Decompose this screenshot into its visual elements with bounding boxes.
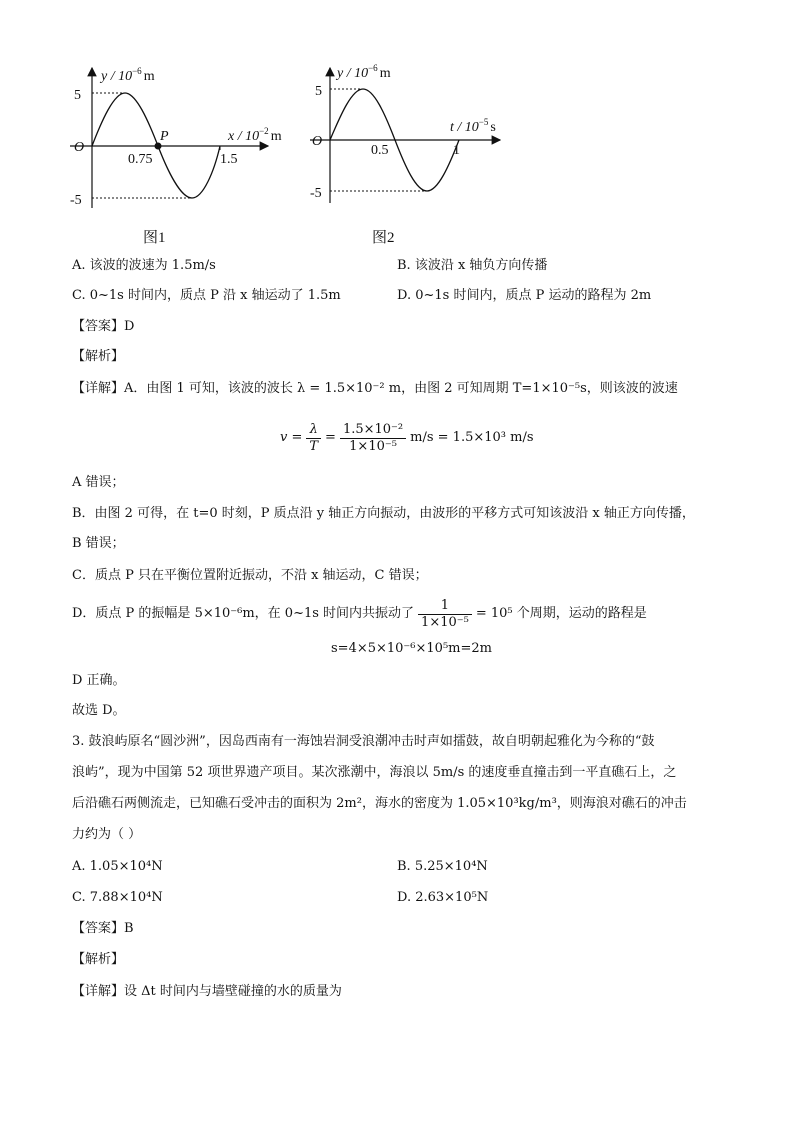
eq-frac1-den: T: [309, 438, 319, 454]
eq-lhs: v =: [280, 430, 303, 445]
q2-option-a[interactable]: A. 该波的波速为 1.5m/s: [72, 258, 216, 273]
fig2-y-label: y / $10^{-6}$ m: [337, 63, 391, 81]
eq-fraction-lambda-over-t: [306, 422, 321, 455]
q3-detail: 【详解】设 Δt 时间内与墙壁碰撞的水的质量为: [72, 984, 342, 999]
fig1-tick-x2: 1.5: [220, 152, 238, 167]
q2-detail-b-line1: B．由图 2 可得，在 t=0 时刻，P 质点沿 y 轴正方向振动，由波形的平移方式可知该波沿 x 轴正方向传播，: [72, 506, 695, 521]
eq-frac2-num: 1.5×10⁻²: [340, 422, 406, 439]
velocity-equation: v = $\frac{\lambda}{T}$ = $\frac{\text{1.5×10⁻²}}{\text{1×10⁻⁵}}$ m/s = 1.5×10³ m/s: [280, 421, 534, 454]
q2-detail-d-fraction: [418, 598, 472, 631]
fig2-tick-x2: 1: [453, 143, 460, 158]
fig2-tick-x1: 0.5: [371, 143, 389, 158]
q2-detail-a: 【详解】A．由图 1 可知，该波的波长 λ = 1.5×10⁻² m，由图 2 可知周期 T=1×10⁻⁵s，则该波的波速: [72, 381, 678, 396]
q3-answer: 【答案】B: [72, 921, 134, 936]
fig1-tick-y-pos: 5: [74, 88, 81, 103]
q2-detail-d-pre: D．质点 P 的振幅是 5×10⁻⁶m，在 0~1s 时间内共振动了: [72, 606, 415, 621]
q3-analysis-heading: 【解析】: [72, 952, 125, 967]
fig2-caption: 图2: [372, 230, 395, 246]
q3-option-b[interactable]: B. 5.25×10⁴N: [397, 859, 488, 874]
q2-path-equation: s=4×5×10⁻⁶×10⁵m=2m: [331, 641, 492, 656]
fig1-x-label: x / $10^{-2}$ m: [228, 126, 282, 144]
fig1-origin: O: [74, 140, 85, 155]
figure-1: [60, 58, 300, 248]
fig1-y-label: y / $10^{-6}$ m: [101, 66, 155, 84]
fig2-x-label: t / $10^{-5}$ s: [450, 117, 496, 135]
fig1-caption: 图1: [143, 230, 166, 246]
q2-d-correct: D 正确。: [72, 673, 126, 688]
q2-a-wrong: A 错误；: [72, 475, 125, 490]
q3-stem-line2: 浪屿”，现为中国第 52 项世界遗产项目。某次涨潮中，海浪以 5m/s 的速度垂直撞击到一平直礁石上，之: [72, 765, 677, 780]
fig1-point-label: P: [160, 129, 169, 144]
eq-rhs: m/s = 1.5×10³ m/s: [410, 430, 534, 445]
q2-answer: 【答案】D: [72, 319, 135, 334]
fig1-tick-x1: 0.75: [128, 152, 153, 167]
fig2-tick-y-pos: 5: [315, 84, 322, 99]
figure-2-graph: [300, 58, 520, 248]
figure-1-graph: [60, 58, 300, 248]
eq-fraction-values: [340, 422, 406, 455]
q2-option-b[interactable]: B. 该波沿 x 轴负方向传播: [397, 258, 548, 273]
q3-stem-line4: 力约为（ ）: [72, 827, 142, 842]
q2-detail-c: C．质点 P 只在平衡位置附近振动，不沿 x 轴运动，C 错误；: [72, 568, 428, 583]
q3-option-c[interactable]: C. 7.88×10⁴N: [72, 890, 163, 905]
q3-stem-line3: 后沿礁石两侧流走，已知礁石受冲击的面积为 2m²，海水的密度为 1.05×10³kg/m³，则海浪对礁石的冲击: [72, 796, 687, 811]
fig1-tick-y-neg: -5: [70, 193, 82, 208]
q2-detail-d-post: = 10⁵ 个周期，运动的路程是: [475, 606, 647, 621]
q3-stem-line1: 3. 鼓浪屿原名“圆沙洲”，因岛西南有一海蚀岩洞受浪潮冲击时声如擂鼓，故自明朝起雅化为今称的“鼓: [72, 734, 655, 749]
q2-detail-b-line2: B 错误；: [72, 536, 125, 551]
q3-option-d[interactable]: D. 2.63×10⁵N: [397, 890, 489, 905]
eq-frac1-num: λ: [306, 422, 321, 439]
eq-frac2-den: 1×10⁻⁵: [349, 438, 397, 454]
q2-detail-d-frac-num: 1: [418, 598, 472, 615]
fig2-tick-y-neg: -5: [310, 186, 322, 201]
fig2-origin: O: [312, 134, 323, 149]
figure-2: [300, 58, 520, 248]
q3-option-a[interactable]: A. 1.05×10⁴N: [72, 859, 163, 874]
q2-option-c[interactable]: C. 0~1s 时间内，质点 P 沿 x 轴运动了 1.5m: [72, 288, 341, 303]
q2-choose: 故选 D。: [72, 703, 126, 718]
q2-option-d[interactable]: D. 0~1s 时间内，质点 P 运动的路程为 2m: [397, 288, 652, 303]
q2-detail-d-frac-den: 1×10⁻⁵: [421, 614, 469, 630]
q2-analysis-heading: 【解析】: [72, 349, 125, 364]
q2-detail-d: [72, 594, 647, 634]
